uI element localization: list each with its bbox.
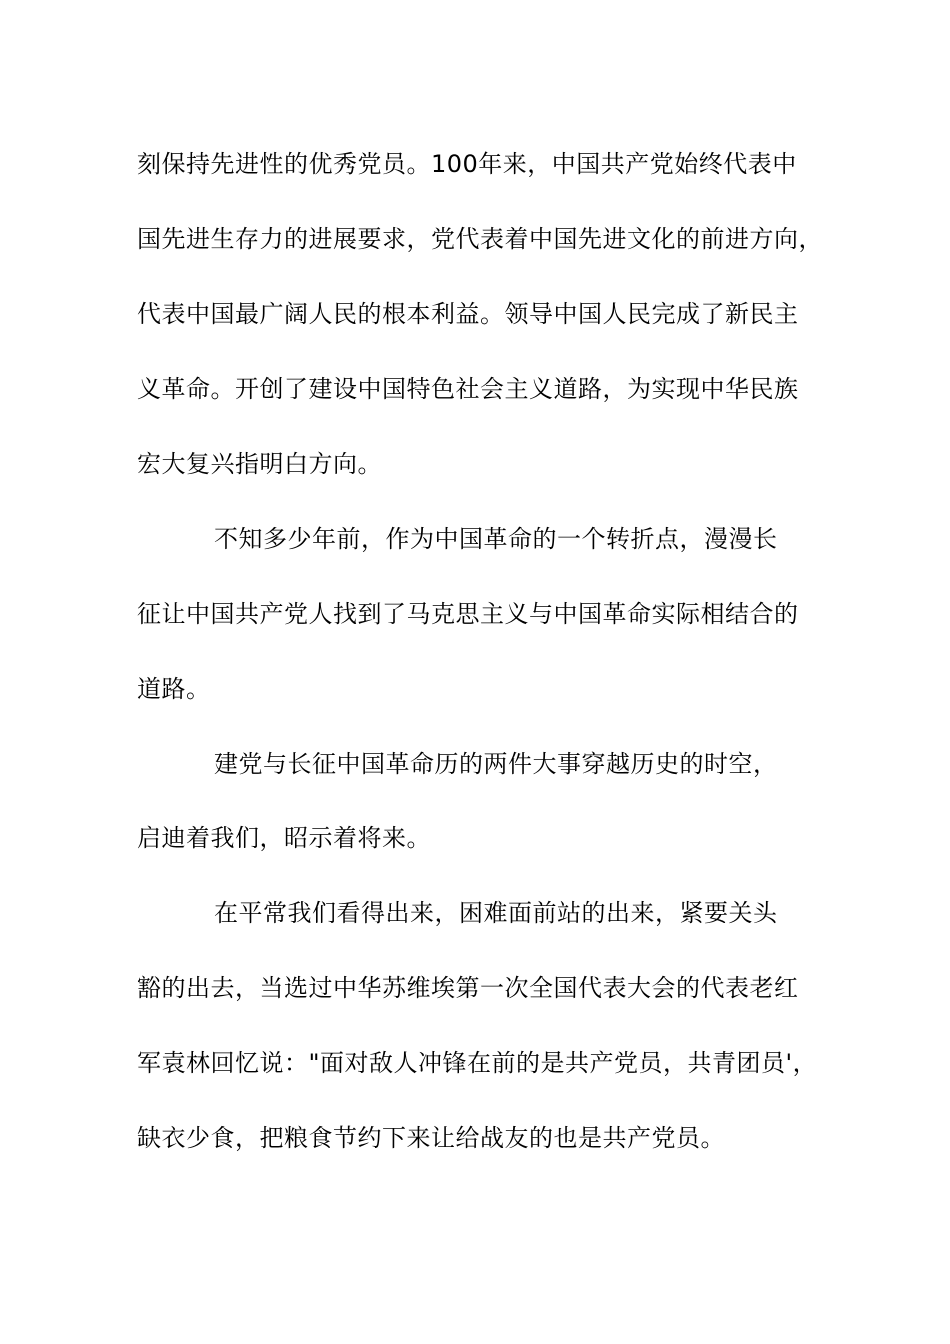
paragraph-first-line: 建党与长征中国革命历的两件大事穿越历史的时空， bbox=[214, 750, 778, 778]
paragraph-first-line: 不知多少年前，作为中国革命的一个转折点，漫漫长 bbox=[214, 525, 778, 553]
text-line: 刻保持先进性的优秀党员。100年来，中国共产党始终代表中 bbox=[137, 150, 797, 178]
text-line: 启迪着我们，昭示着将来。 bbox=[137, 824, 431, 852]
text-line: 军袁林回忆说："面对敌人冲锋在前的是共产党员，共青团员'， bbox=[137, 1049, 818, 1077]
text-line: 义革命。开创了建设中国特色社会主义道路，为实现中华民族 bbox=[137, 375, 799, 403]
text-line: 豁的出去，当选过中华苏维埃第一次全国代表大会的代表老红 bbox=[137, 974, 799, 1002]
text-line: 宏大复兴指明白方向。 bbox=[137, 450, 382, 478]
paragraph-first-line: 在平常我们看得出来，困难面前站的出来，紧要关头 bbox=[214, 899, 778, 927]
text-line: 征让中国共产党人找到了马克思主义与中国革命实际相结合的 bbox=[137, 600, 799, 628]
text-line: 国先进生存力的进展要求，党代表着中国先进文化的前进方向， bbox=[137, 225, 823, 253]
text-line: 代表中国最广阔人民的根本利益。领导中国人民完成了新民主 bbox=[137, 300, 799, 328]
text-line: 道路。 bbox=[137, 675, 211, 703]
text-line: 缺衣少食，把粮食节约下来让给战友的也是共产党员。 bbox=[137, 1124, 725, 1152]
